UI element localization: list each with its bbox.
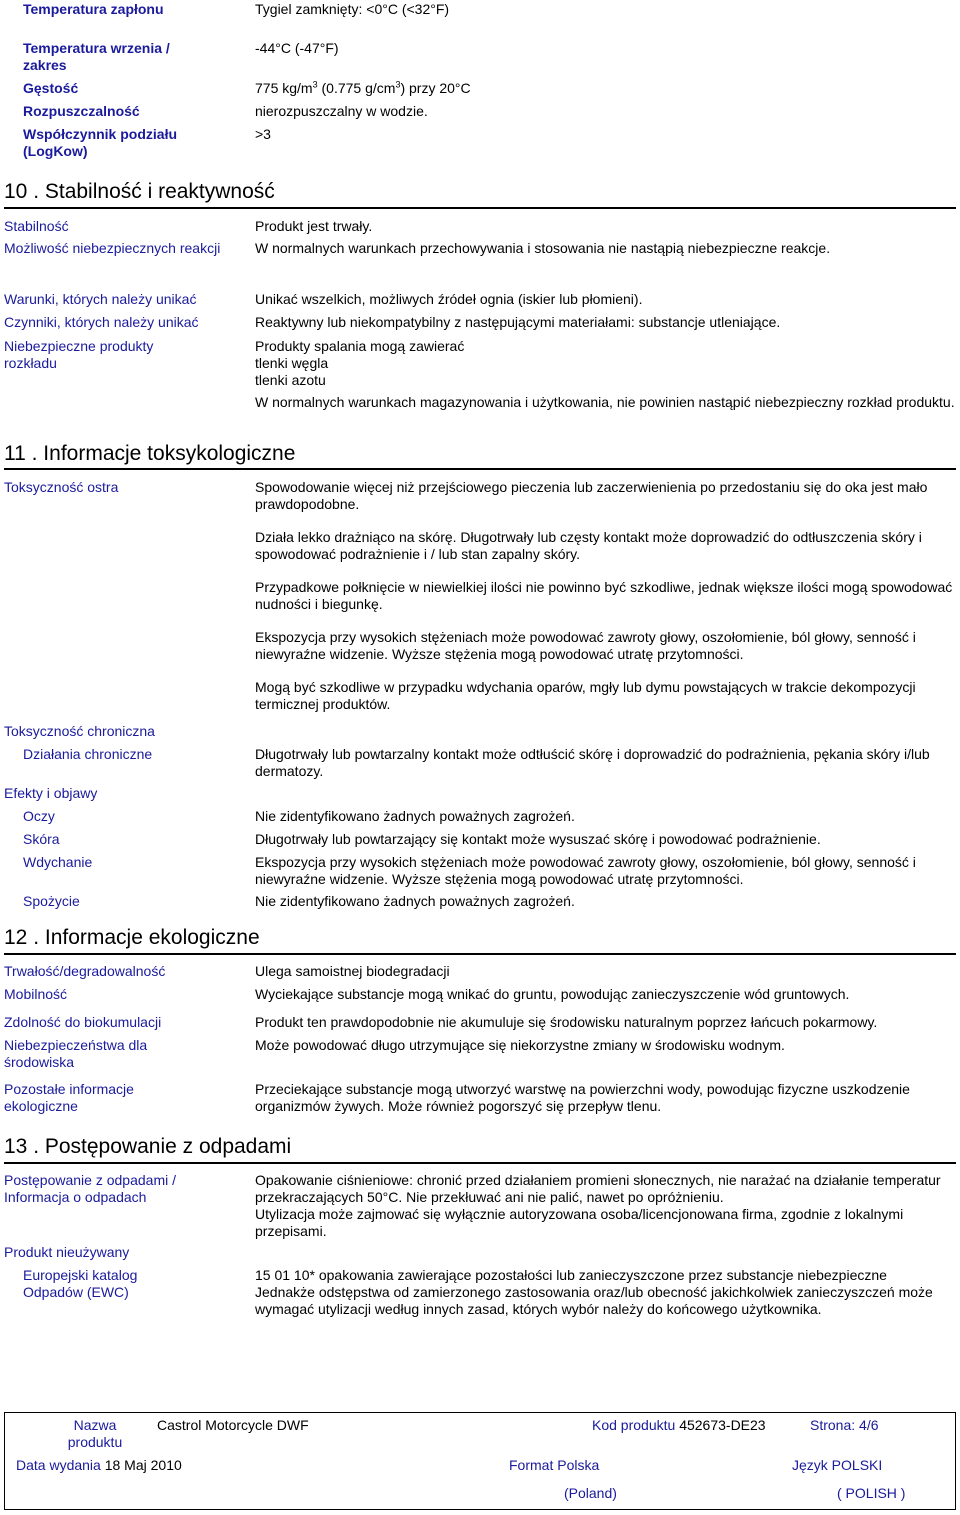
prop-label-density: Gęstość — [23, 80, 79, 96]
s12-srodowisko-value: Może powodować długo utrzymujące się niekorzystne zmiany w środowisku wodnym. — [255, 1037, 785, 1053]
s12-bioakum-label: Zdolność do biokumulacji — [4, 1014, 162, 1030]
s13-ewc-value-2: Jednakże odstępstwa od zamierzonego zastosowania oraz/lub obecność jakichkolwiek zanieczyszczeń może wymagać utylizacji według innych zasad, których wybór należy do końcowego użytkownika. — [255, 1284, 933, 1317]
s10-rozklad-label: Niebezpieczne produkty rozkładu — [4, 338, 154, 371]
prop-label-logkow: Współczynnik podziału (LogKow) — [23, 126, 178, 159]
s13-odpady-value-1: Opakowanie ciśnieniowe: chronić przed działaniem promieni słonecznych, nie narażać na działanie temperatur przekraczających 50°C. Nie przekłuwać ani nie palić, nawet po opróżnieniu. — [255, 1172, 941, 1205]
s13-ewc-value-1: 15 01 10* opakowania zawierające pozostałości lub zanieczyszczone przez substancje niebezpieczne — [255, 1267, 887, 1283]
s11-ostra-value-2: Działa lekko drażniąco na skórę. Długotrwały lub częsty kontakt może doprowadzić do odtłuszczenia skóry i spowodować podrażnienie i / lub stan zapalny skóry. — [255, 529, 922, 562]
prop-value-logkow: >3 — [255, 126, 271, 142]
s10-czynniki-value: Reaktywny lub niekompatybilny z następującymi materiałami: substancje utleniające. — [255, 314, 781, 330]
prop-value-flash-point: Tygiel zamknięty: <0°C (<32°F) — [255, 1, 450, 17]
s10-stabilnosc-value: Produkt jest trwały. — [255, 218, 373, 234]
section-11-divider — [4, 468, 956, 470]
s11-spozycie-label: Spożycie — [23, 893, 80, 909]
section-10-title: 10 . Stabilność i reaktywność — [4, 180, 275, 203]
prop-value-boiling-point: -44°C (-47°F) — [255, 40, 339, 56]
s11-efekty-label: Efekty i objawy — [4, 785, 98, 801]
footer-strona: Strona: 4/6 — [810, 1417, 879, 1433]
s11-oczy-value: Nie zidentyfikowano żadnych poważnych zagrożeń. — [255, 808, 575, 824]
s11-ostra-label: Toksyczność ostra — [4, 479, 119, 495]
s10-rozklad-value-3: tlenki azotu — [255, 372, 326, 388]
s11-ostra-value-5: Mogą być szkodliwe w przypadku wdychania oparów, mgły lub dymu powstających w trakcie dekompozycji termicznej produktów. — [255, 679, 916, 712]
s10-stabilnosc-label: Stabilność — [4, 218, 69, 234]
s11-wdychanie-value: Ekspozycja przy wysokich stężeniach może powodować zawroty głowy, oszołomienie, ból głowy, senność i niewyraźne widzenie. Wyższe stężenia mogą powodować utratę przytomności. — [255, 854, 916, 887]
s12-trwalosc-label: Trwałość/degradowalność — [4, 963, 166, 979]
s11-oczy-label: Oczy — [23, 808, 55, 824]
prop-value-solubility: nierozpuszczalny w wodzie. — [255, 103, 428, 119]
prop-label-boiling-point: Temperatura wrzenia / zakres — [23, 40, 170, 73]
section-13-title: 13 . Postępowanie z odpadami — [4, 1135, 292, 1158]
s13-nieuzywany-label: Produkt nieużywany — [4, 1244, 130, 1260]
s12-mobilnosc-value: Wyciekające substancje mogą wnikać do gruntu, powodując zanieczyszczenie wód gruntowych. — [255, 986, 850, 1002]
s12-trwalosc-value: Ulega samoistnej biodegradacji — [255, 963, 450, 979]
footer-jezyk: Język POLSKI — [792, 1457, 883, 1473]
section-11-title: 11 . Informacje toksykologiczne — [4, 442, 296, 465]
section-10-divider — [4, 207, 956, 209]
s10-rozklad-value-1: Produkty spalania mogą zawierać — [255, 338, 465, 354]
s11-dzialania-label: Działania chroniczne — [23, 746, 153, 762]
s13-odpady-value-2: Utylizacja może zajmować się wyłącznie autoryzowana osoba/licencjonowana firma, zgodnie z lokalnymi przepisami. — [255, 1206, 904, 1239]
s12-bioakum-value: Produkt ten prawdopodobnie nie akumuluje się środowisku naturalnym poprzez łańcuch pokarmowy. — [255, 1014, 878, 1030]
s11-wdychanie-label: Wdychanie — [23, 854, 93, 870]
section-13-divider — [4, 1162, 956, 1164]
footer-kod: Kod produktu 452673-DE23 — [592, 1417, 766, 1433]
s11-spozycie-value: Nie zidentyfikowano żadnych poważnych zagrożeń. — [255, 893, 575, 909]
s11-skora-value: Długotrwały lub powtarzający się kontakt może wysuszać skórę i powodować podrażnienie. — [255, 831, 821, 847]
s12-pozostale-label: Pozostałe informacje ekologiczne — [4, 1081, 134, 1114]
s10-rozklad-value-2: tlenki węgla — [255, 355, 329, 371]
s11-chroniczna-label: Toksyczność chroniczna — [4, 723, 155, 739]
footer-format-sub: (Poland) — [564, 1485, 617, 1501]
s13-odpady-label: Postępowanie z odpadami / Informacja o odpadach — [4, 1172, 176, 1205]
footer-jezyk-sub: ( POLISH ) — [837, 1485, 906, 1501]
prop-value-density: 775 $kg/m^3$ (0.775 $g/cm^3$) przy 20°C — [255, 79, 471, 96]
s10-warunki-label: Warunki, których należy unikać — [4, 291, 197, 307]
s11-skora-label: Skóra — [23, 831, 60, 847]
s10-mozliwosc-value: W normalnych warunkach przechowywania i stosowania nie nastąpią niebezpieczne reakcje. — [255, 240, 831, 256]
s10-czynniki-label: Czynniki, których należy unikać — [4, 314, 199, 330]
s11-ostra-value-1: Spowodowanie więcej niż przejściowego pieczenia lub zaczerwienienia po przedostaniu się do oka jest mało prawdopodobne. — [255, 479, 928, 512]
s10-warunki-value: Unikać wszelkich, możliwych źródeł ognia (iskier lub płomieni). — [255, 291, 643, 307]
s12-mobilnosc-label: Mobilność — [4, 986, 68, 1002]
footer-data: Data wydania 18 Maj 2010 — [16, 1457, 182, 1473]
footer-nazwa-value: Castrol Motorcycle DWF — [157, 1417, 309, 1433]
prop-label-flash-point: Temperatura zapłonu — [23, 1, 164, 17]
s12-pozostale-value: Przeciekające substancje mogą utworzyć warstwę na powierzchni wody, powodując fizyczne uszkodzenie organizmów żywych. Może również pogorszyć się przepływ tlenu. — [255, 1081, 910, 1114]
s12-srodowisko-label: Niebezpieczeństwa dla środowiska — [4, 1037, 148, 1070]
s11-ostra-value-3: Przypadkowe połknięcie w niewielkiej ilości nie powinno być szkodliwe, jednak większe ilości mogą spowodować nudności i biegunkę. — [255, 579, 953, 612]
footer-box — [4, 1412, 956, 1510]
section-12-divider — [4, 953, 956, 955]
s11-dzialania-value: Długotrwały lub powtarzalny kontakt może odtłuścić skórę i doprowadzić do podrażnienia, pękania skóry i/lub dermatozy. — [255, 746, 930, 779]
section-12-title: 12 . Informacje ekologiczne — [4, 926, 260, 949]
s13-ewc-label: Europejski katalog Odpadów (EWC) — [23, 1267, 138, 1300]
footer-format: Format Polska — [509, 1457, 600, 1473]
prop-label-solubility: Rozpuszczalność — [23, 103, 140, 119]
s10-mozliwosc-label: Możliwość niebezpiecznych reakcji — [4, 240, 221, 256]
footer-nazwa-label: Nazwa produktu — [67, 1417, 123, 1450]
s11-ostra-value-4: Ekspozycja przy wysokich stężeniach może powodować zawroty głowy, oszołomienie, ból głowy, senność i niewyraźne widzenie. Wyższe stężenia mogą powodować utratę przytomności. — [255, 629, 916, 662]
s10-rozklad-value-4: W normalnych warunkach magazynowania i użytkowania, nie powinien nastąpić niebezpieczny rozkład produktu. — [255, 394, 955, 410]
